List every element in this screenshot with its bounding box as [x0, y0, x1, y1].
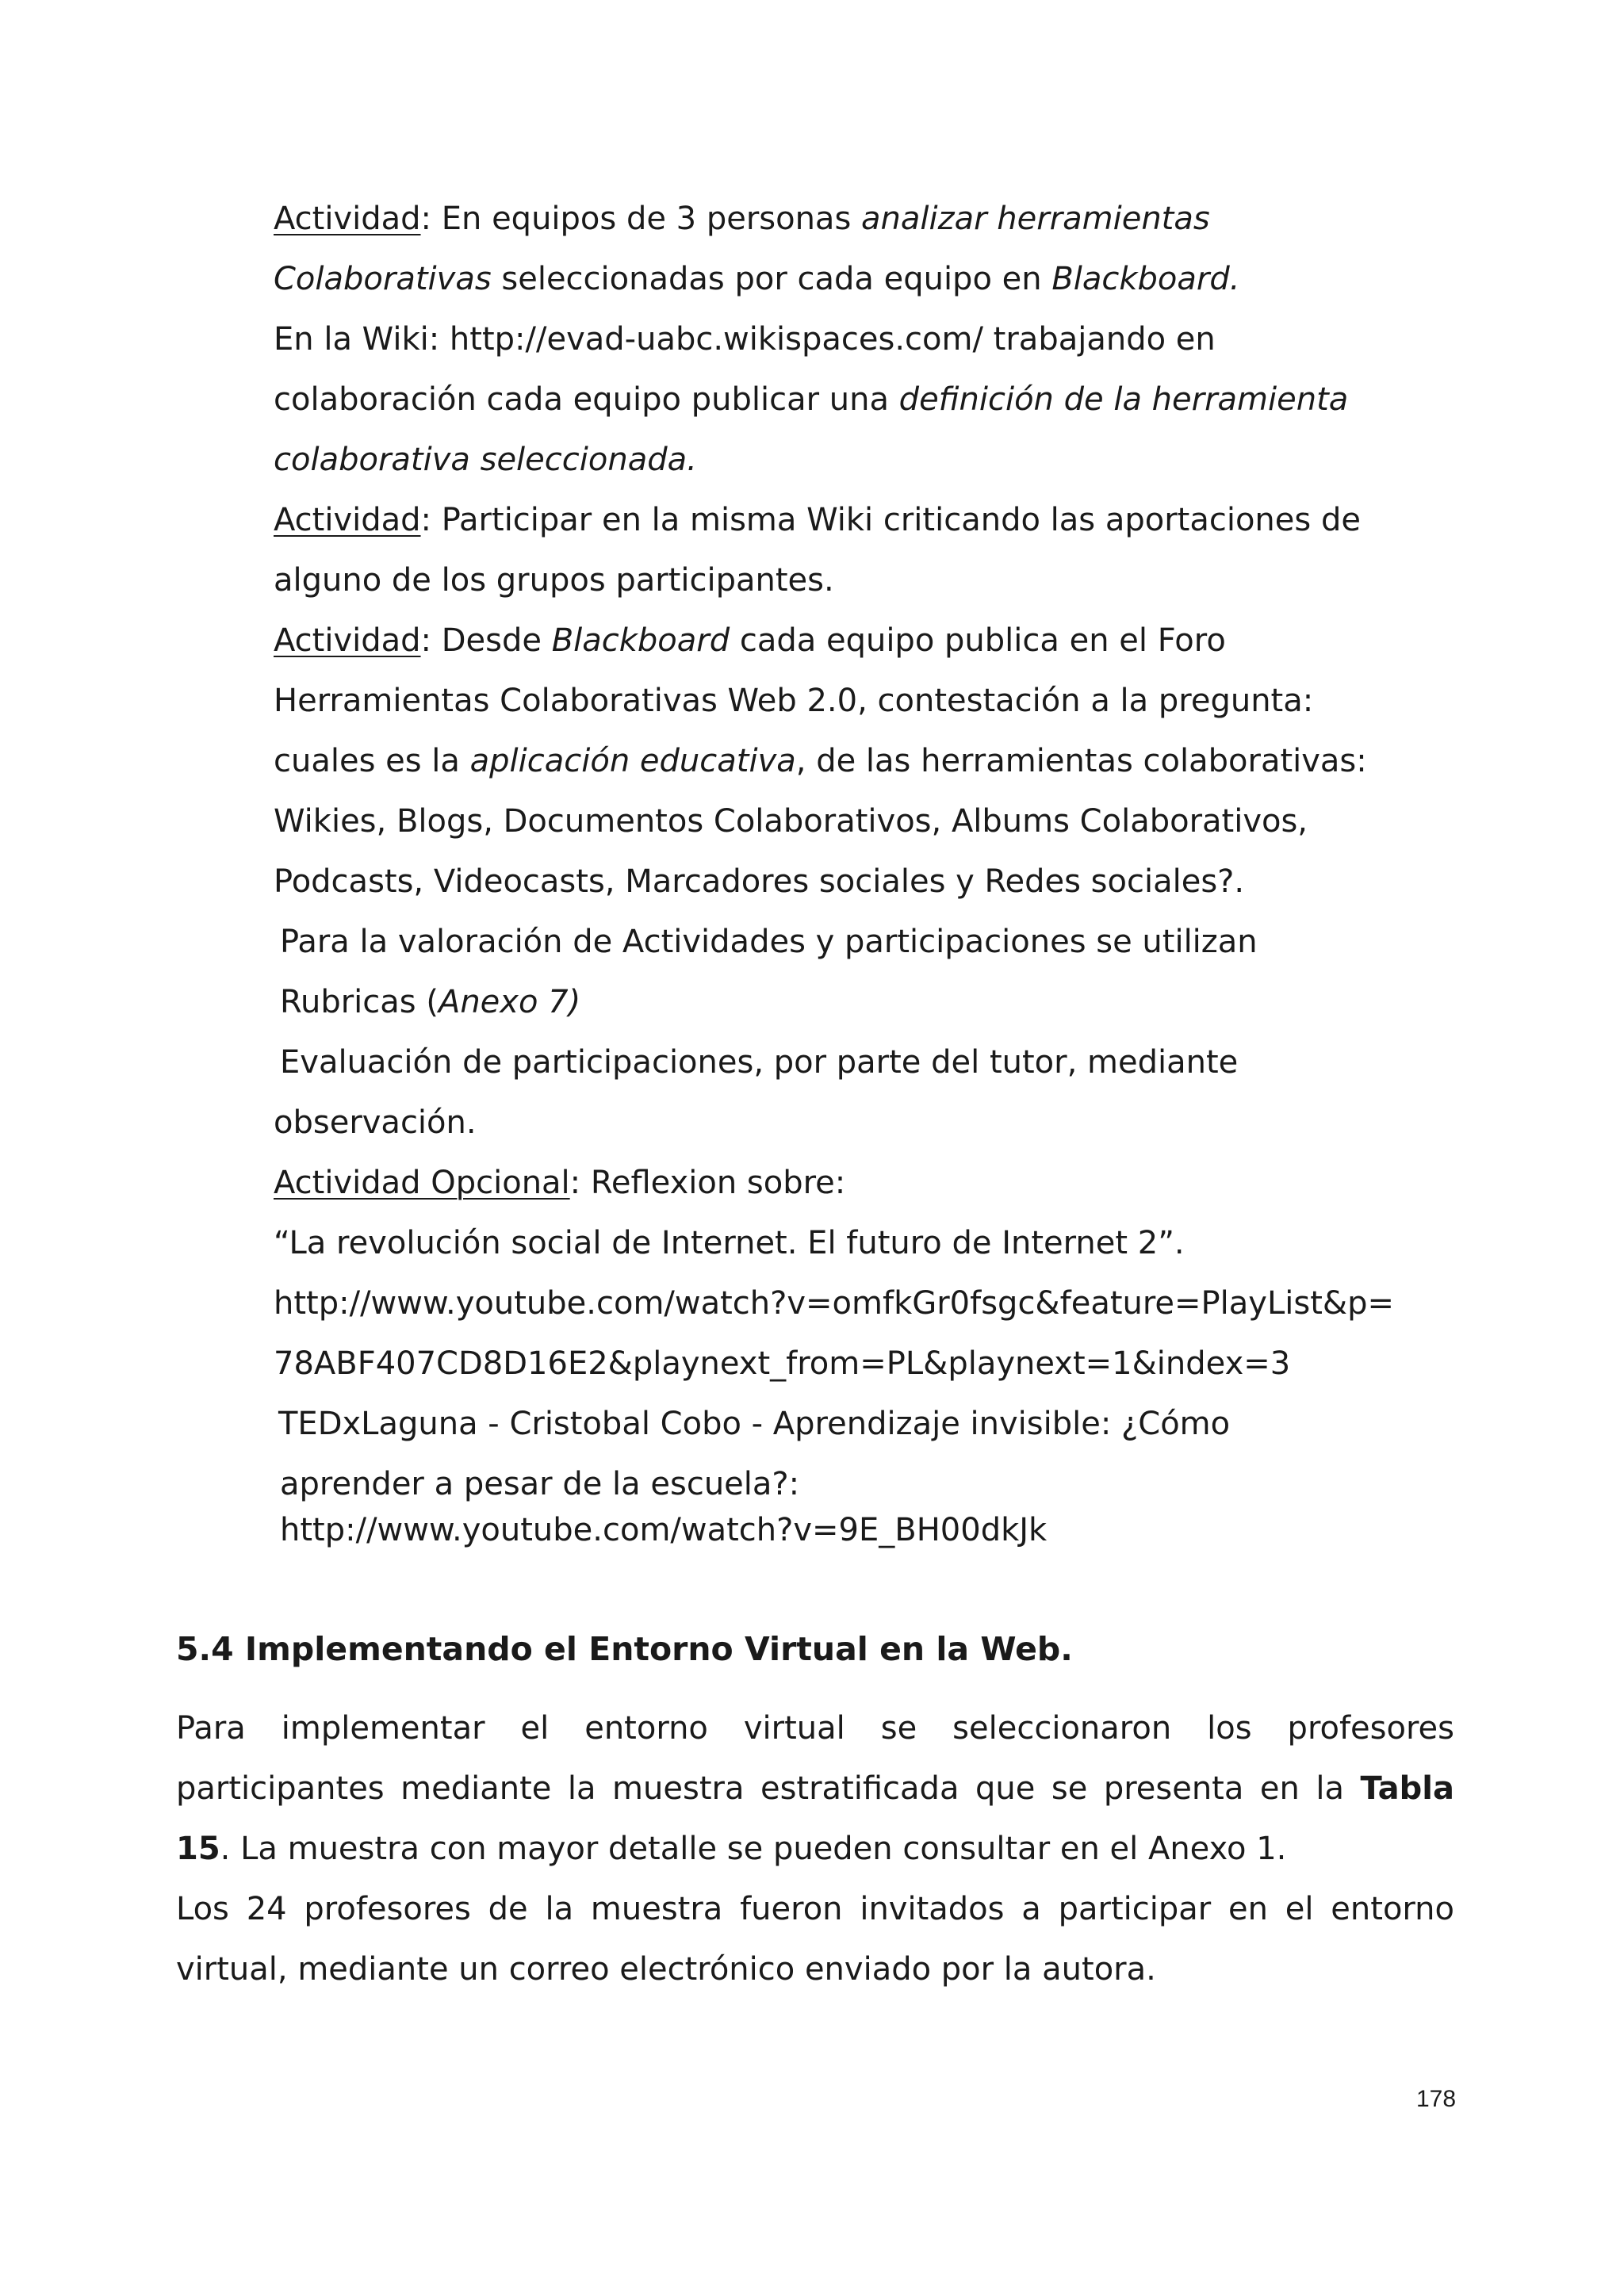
activity-line: colaboración cada equipo publicar una definición de la herramienta: [274, 381, 1349, 418]
activity-line: colaborativa seleccionada.: [274, 442, 697, 478]
activity-line: Wikies, Blogs, Documentos Colaborativos, Albums Colaborativos,: [274, 803, 1308, 840]
activity-line: Herramientas Colaborativas Web 2.0, contestación a la pregunta:: [274, 683, 1314, 719]
activity-line: Actividad: Participar en la misma Wiki criticando las aportaciones de: [274, 502, 1361, 538]
activity-line: Rubricas (Anexo 7): [280, 984, 581, 1020]
paragraph-line: participantes mediante la muestra estratificada que se presenta en la Tabla: [176, 1770, 1454, 1807]
paragraph-line: Para implementar el entorno virtual se seleccionaron los profesores: [176, 1710, 1454, 1747]
activity-line: alguno de los grupos participantes.: [274, 562, 834, 599]
activity-label: Actividad: [274, 201, 421, 237]
activity-line: Actividad: En equipos de 3 personas analizar herramientas: [274, 201, 1210, 237]
activity-line: Colaborativas seleccionadas por cada equipo en Blackboard.: [274, 261, 1240, 297]
paragraph-line: virtual, mediante un correo electrónico enviado por la autora.: [176, 1951, 1156, 1988]
youtube-link-line: 78ABF407CD8D16E2&playnext_from=PL&playnext=1&index=3: [274, 1345, 1291, 1382]
activity-line: Actividad Opcional: Reflexion sobre:: [274, 1165, 846, 1201]
activity-line: Actividad: Desde Blackboard cada equipo publica en el Foro: [274, 622, 1226, 659]
paragraph-line: 15. La muestra con mayor detalle se pueden consultar en el Anexo 1.: [176, 1831, 1287, 1867]
activity-line: TEDxLaguna - Cristobal Cobo - Aprendizaje invisible: ¿Cómo: [278, 1406, 1231, 1442]
activity-label: Actividad: [274, 622, 421, 659]
activity-line: Podcasts, Videocasts, Marcadores sociales y Redes sociales?.: [274, 863, 1245, 900]
activity-line: observación.: [274, 1104, 477, 1141]
section-heading: 5.4 Implementando el Entorno Virtual en la Web.: [176, 1630, 1073, 1668]
activity-label: Actividad: [274, 502, 421, 538]
activity-line: cuales es la aplicación educativa, de las herramientas colaborativas:: [274, 743, 1367, 779]
activity-line: Para la valoración de Actividades y participaciones se utilizan: [280, 924, 1258, 960]
wiki-link-line: En la Wiki: http://evad-uabc.wikispaces.com/ trabajando en: [274, 321, 1216, 358]
youtube-link-line: http://www.youtube.com/watch?v=9E_BH00dkJk: [280, 1512, 1048, 1548]
youtube-link-line: http://www.youtube.com/watch?v=omfkGr0fsgc&feature=PlayList&p=: [274, 1285, 1394, 1322]
page-number: 178: [1416, 2086, 1457, 2112]
activity-line: “La revolución social de Internet. El futuro de Internet 2”.: [274, 1225, 1185, 1261]
paragraph-line: Los 24 profesores de la muestra fueron invitados a participar en el entorno: [176, 1891, 1454, 1927]
activity-line: aprender a pesar de la escuela?:: [280, 1466, 800, 1502]
activity-line: Evaluación de participaciones, por parte del tutor, mediante: [280, 1044, 1239, 1081]
activity-label: Actividad Opcional: [274, 1165, 570, 1201]
